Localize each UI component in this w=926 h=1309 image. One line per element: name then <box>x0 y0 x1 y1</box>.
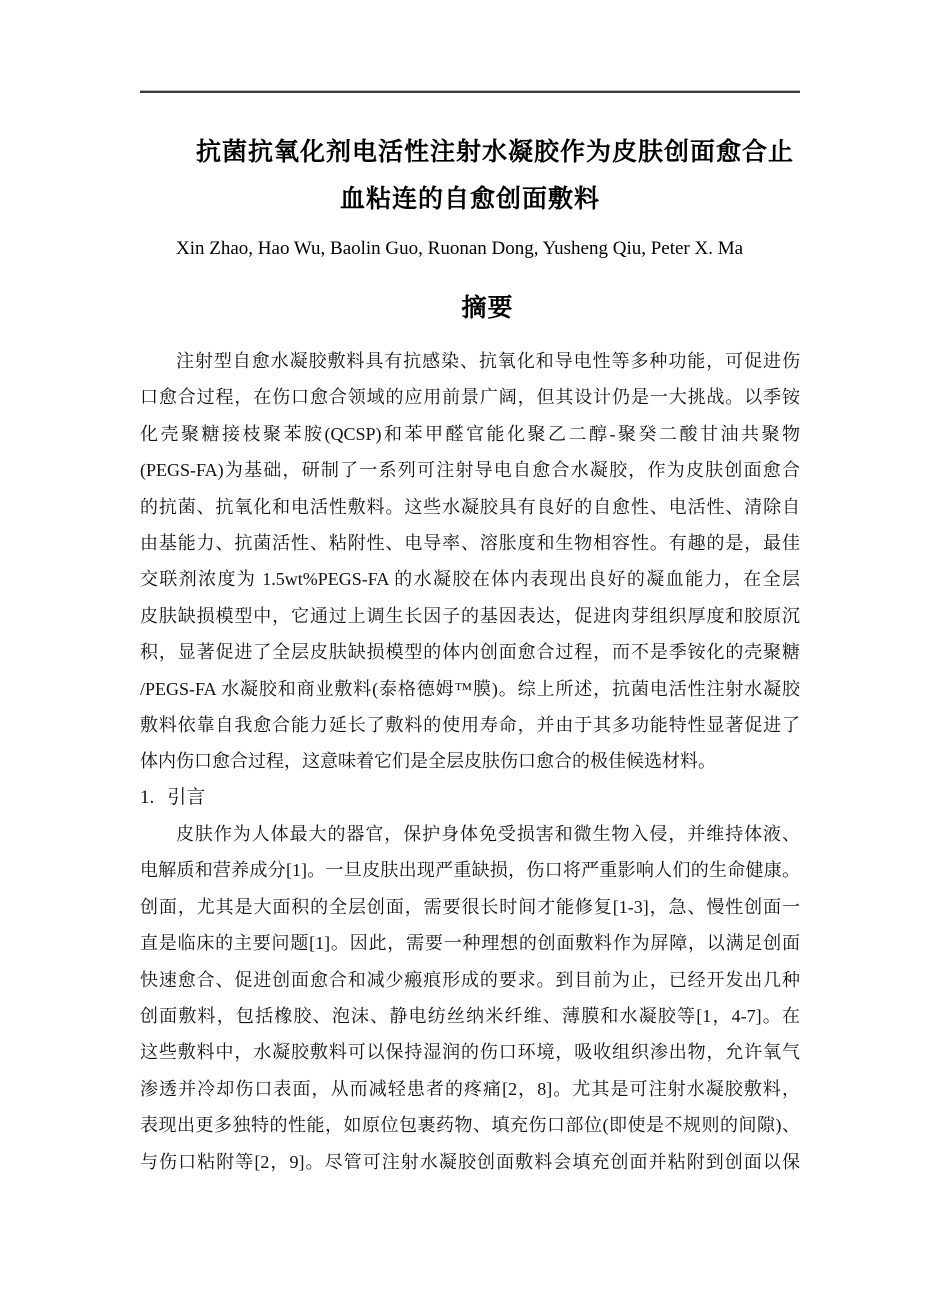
paper-title <box>140 129 800 223</box>
introduction-line: 快速愈合、促进创面愈合和减少瘢痕形成的要求。到目前为止，已经开发出几种 <box>140 969 800 990</box>
introduction-line: 表现出更多独特的性能，如原位包裹药物、填充伤口部位(即使是不规则的间隙)、 <box>140 1115 800 1136</box>
introduction-line: 电解质和营养成分[1]。一旦皮肤出现严重缺损，伤口将严重影响人们的生命健康。 <box>140 860 800 881</box>
abstract-line: 体内伤口愈合过程，这意味着它们是全层皮肤伤口愈合的极佳候选材料。 <box>140 751 716 772</box>
introduction-line: 与伤口粘附等[2，9]。尽管可注射水凝胶创面敷料会填充创面并粘附到创面以保 <box>140 1151 800 1172</box>
page-content <box>140 0 800 1180</box>
abstract-line: 口愈合过程，在伤口愈合领域的应用前景广阔，但其设计仍是一大挑战。以季铵 <box>140 387 800 408</box>
introduction-line: 这些敷料中，水凝胶敷料可以保持湿润的伤口环境，吸收组织渗出物，允许氧气 <box>140 1042 800 1063</box>
introduction-line: 直是临床的主要问题[1]。因此，需要一种理想的创面敷料作为屏障，以满足创面 <box>140 933 800 954</box>
introduction-line: 皮肤作为人体最大的器官，保护身体免受损害和微生物入侵，并维持体液、 <box>176 824 800 845</box>
section-number: 1. <box>140 786 155 808</box>
section-title: 引言 <box>167 786 206 808</box>
abstract-line: /PEGS-FA 水凝胶和商业敷料(泰格德姆™膜)。综上所述，抗菌电活性注射水凝胶 <box>140 678 800 699</box>
introduction-line: 创面，尤其是大面积的全层创面，需要很长时间才能修复[1-3]，急、慢性创面一 <box>140 896 800 917</box>
section-heading-introduction <box>140 780 800 816</box>
authors-line: Xin Zhao, Hao Wu, Baolin Guo, Ruonan Dong, Yusheng Qiu, Peter X. Ma <box>176 238 744 259</box>
abstract-line: 由基能力、抗菌活性、粘附性、电导率、溶胀度和生物相容性。有趣的是，最佳 <box>140 532 800 553</box>
introduction-line: 渗透并冷却伤口表面，从而减轻患者的疼痛[2，8]。尤其是可注射水凝胶敷料， <box>140 1078 800 1099</box>
introduction-paragraph <box>140 816 800 1180</box>
paper-title-line-2: 血粘连的自愈创面敷料 <box>339 185 600 213</box>
abstract-line: 注射型自愈水凝胶敷料具有抗感染、抗氧化和导电性等多种功能，可促进伤 <box>176 351 800 371</box>
abstract-line: 积，显著促进了全层皮肤缺损模型的体内创面愈合过程，而不是季铵化的壳聚糖 <box>140 642 800 663</box>
paper-title-line-1: 抗菌抗氧化剂电活性注射水凝胶作为皮肤创面愈合止 <box>195 138 794 166</box>
abstract-line: 皮肤缺损模型中，它通过上调生长因子的基因表达，促进肉芽组织厚度和胶原沉 <box>140 605 800 626</box>
abstract-line: (PEGS-FA)为基础，研制了一系列可注射导电自愈合水凝胶，作为皮肤创面愈合 <box>140 460 800 481</box>
abstract-line: 敷料依靠自我愈合能力延长了敷料的使用寿命，并由于其多功能特性显著促进了 <box>140 714 800 735</box>
introduction-line: 创面敷料，包括橡胶、泡沫、静电纺丝纳米纤维、薄膜和水凝胶等[1，4-7]。在 <box>140 1006 800 1027</box>
abstract-line: 交联剂浓度为 1.5wt%PEGS-FA 的水凝胶在体内表现出良好的凝血能力，在全层 <box>140 569 800 590</box>
abstract-line: 的抗菌、抗氧化和电活性敷料。这些水凝胶具有良好的自愈性、电活性、清除自 <box>140 496 800 517</box>
abstract-line: 化壳聚糖接枝聚苯胺(QCSP)和苯甲醛官能化聚乙二醇-聚癸二酸甘油共聚物 <box>140 423 800 444</box>
abstract-paragraph <box>140 343 800 780</box>
abstract-heading: 摘要 <box>461 294 514 322</box>
